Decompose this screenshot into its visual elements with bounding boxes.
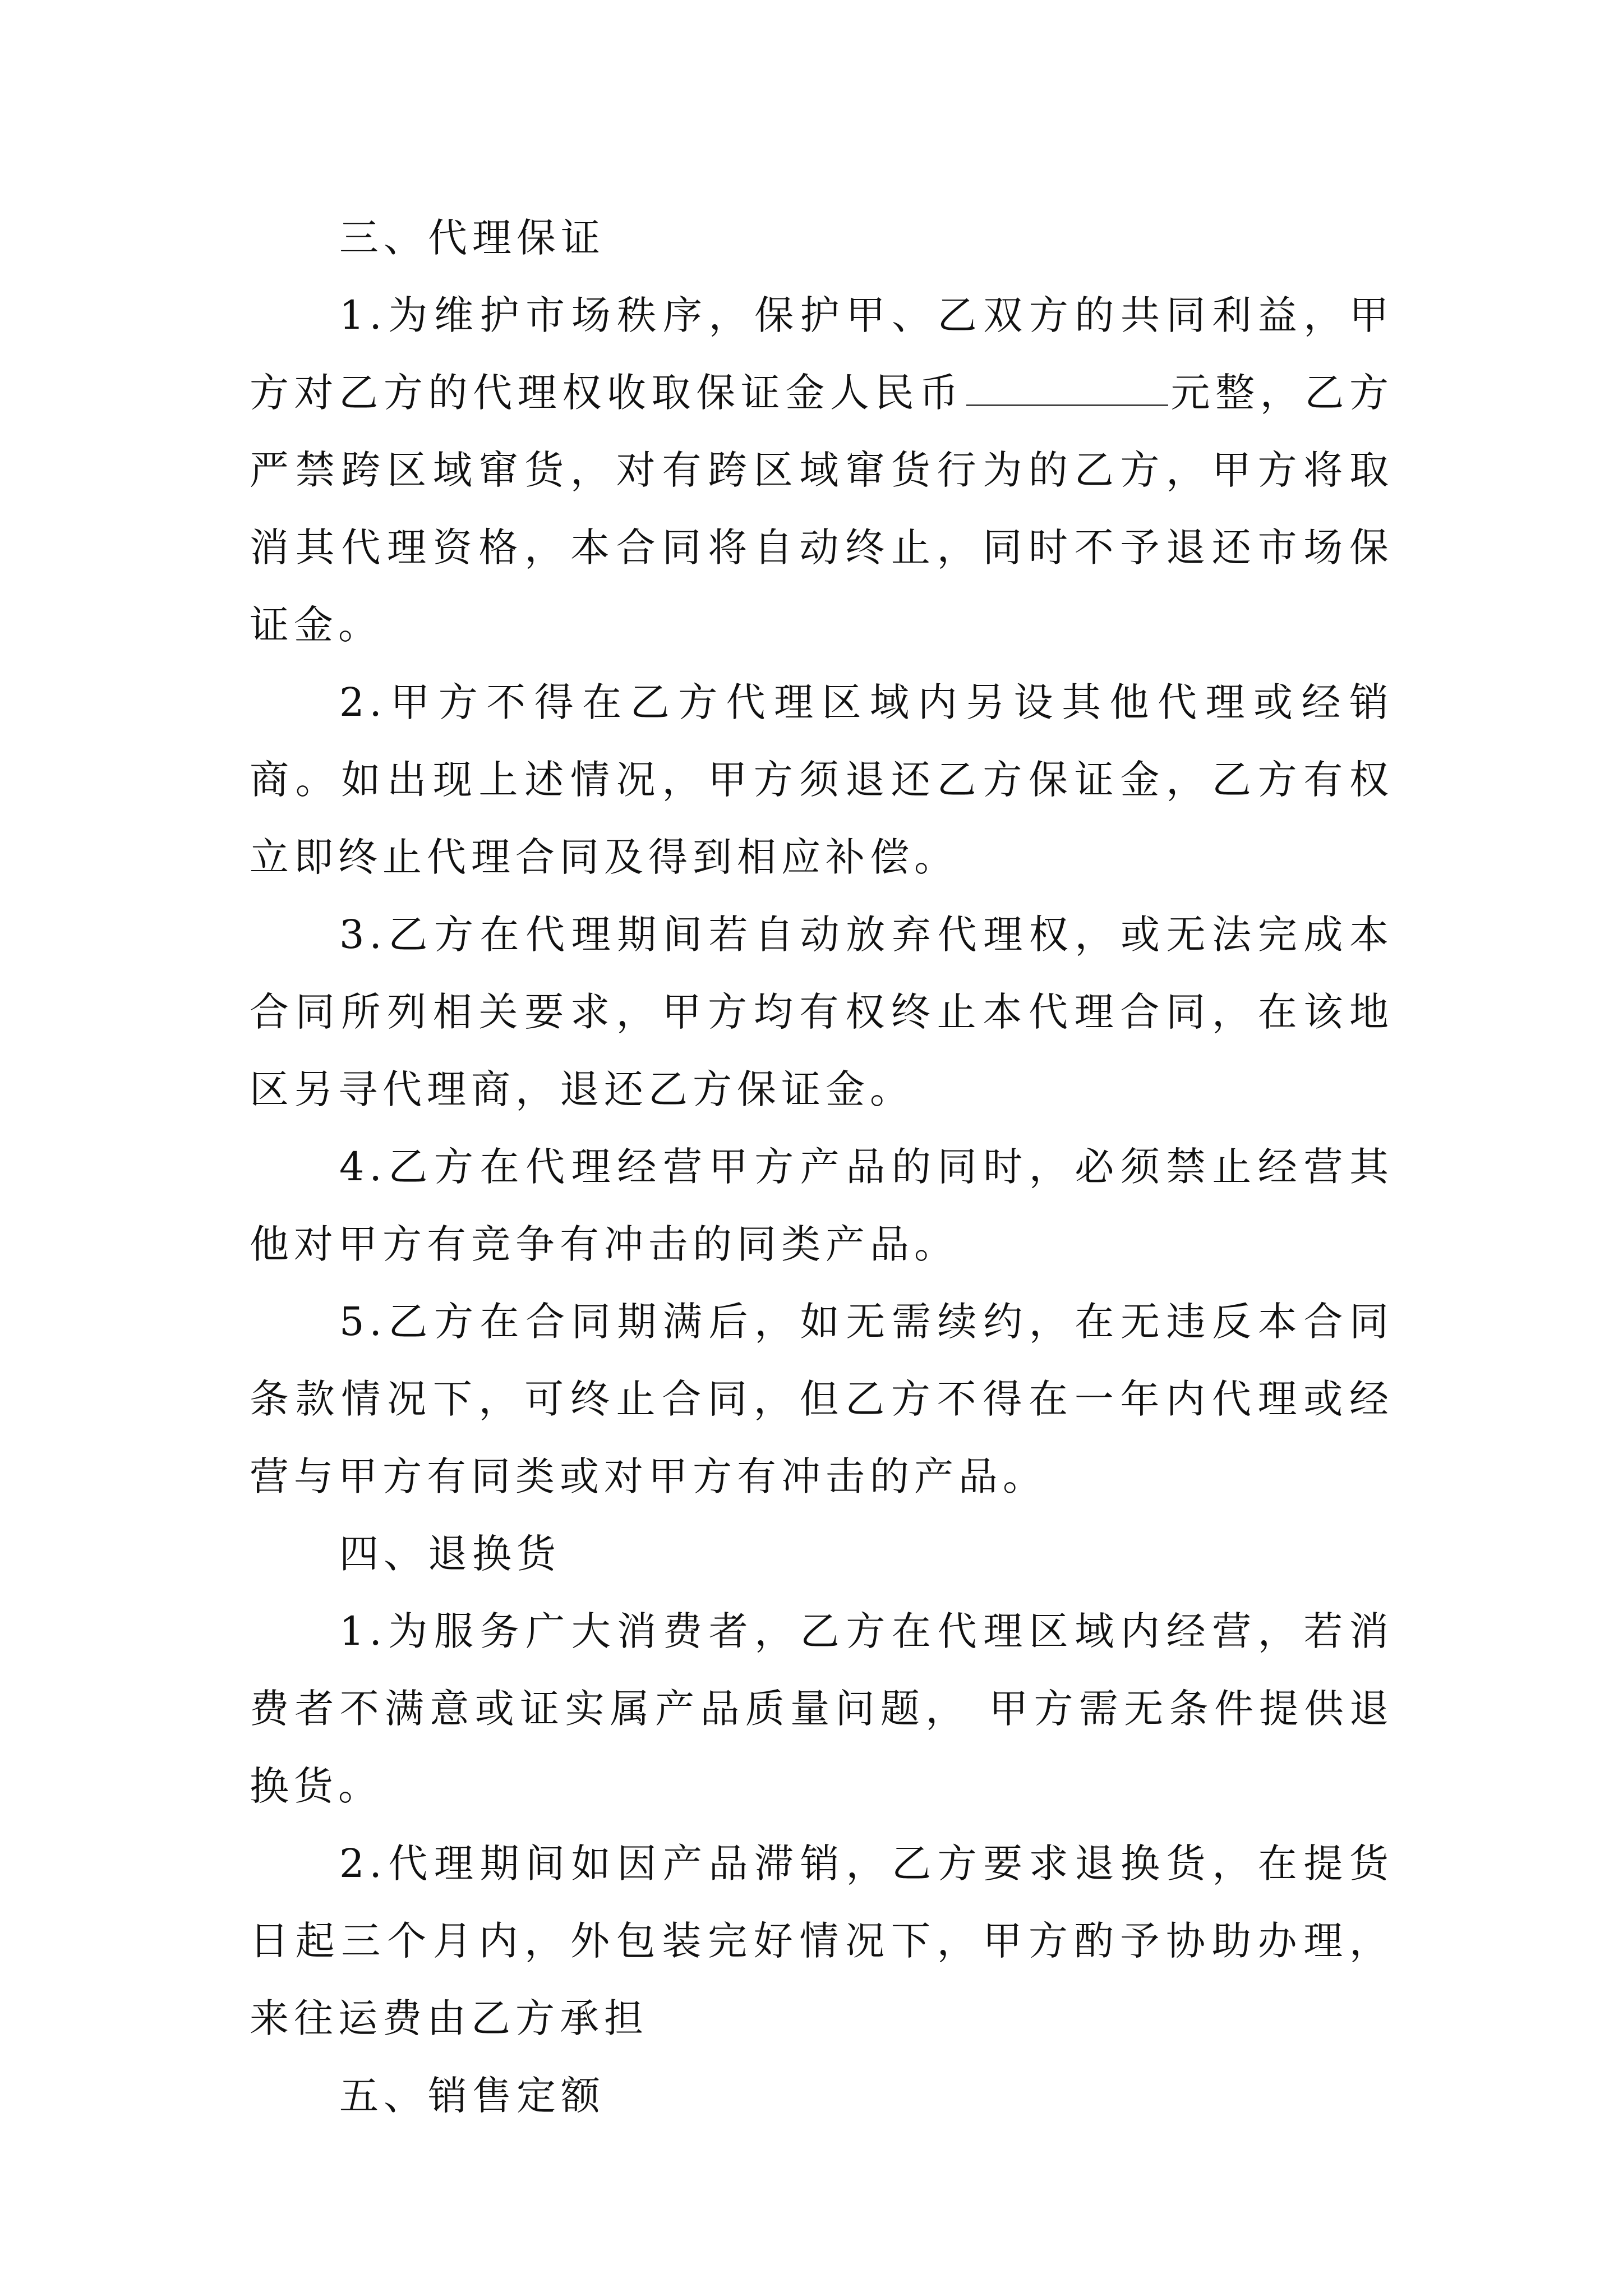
clause-4-1: 1.为服务广大消费者，乙方在代理区域内经营，若消费者不满意或证实属产品质量问题， 甲方需无条件提供退换货。: [250, 1608, 1394, 1809]
clause-4-2: 2.代理期间如因产品滞销，乙方要求退换货，在提货日起三个月内，外包装完好情况下，甲方酌予协助办理，来往运费由乙方承担: [250, 1841, 1394, 2041]
clause-3-1-text-after: 元整，乙方严禁跨区域窜货，对有跨区域窜货行为的乙方，甲方将取消其代理资格，本合同将自动终止，同时不予退还市场保证金。: [250, 370, 1394, 648]
clause-3-4: 4.乙方在代理经营甲方产品的同时，必须禁止经营其他对甲方有竞争有冲击的同类产品。: [250, 1144, 1394, 1267]
document-body: [250, 199, 1394, 2134]
section-heading-agency-guarantee: 三、代理保证: [339, 215, 605, 261]
section-heading-returns: 四、退换货: [339, 1531, 561, 1577]
clause-3-3: 3.乙方在代理期间若自动放弃代理权，或无法完成本合同所列相关要求，甲方均有权终止本代理合同，在该地区另寻代理商，退还乙方保证金。: [250, 912, 1394, 1112]
clause-3-1-text-before: 1.为维护市场秩序，保护甲、乙双方的共同利益，甲方对乙方的代理权收取保证金人民币: [250, 292, 1394, 416]
section-heading-sales-quota: 五、销售定额: [339, 2073, 605, 2119]
deposit-amount-blank: [966, 371, 1168, 406]
clause-3-5: 5.乙方在合同期满后，如无需续约，在无违反本合同条款情况下，可终止合同，但乙方不得在一年内代理或经营与甲方有同类或对甲方有冲击的产品。: [250, 1299, 1394, 1499]
clause-3-1: [250, 277, 1394, 664]
clause-3-2: 2.甲方不得在乙方代理区域内另设其他代理或经销商。如出现上述情况，甲方须退还乙方保证金，乙方有权立即终止代理合同及得到相应补偿。: [250, 679, 1394, 880]
